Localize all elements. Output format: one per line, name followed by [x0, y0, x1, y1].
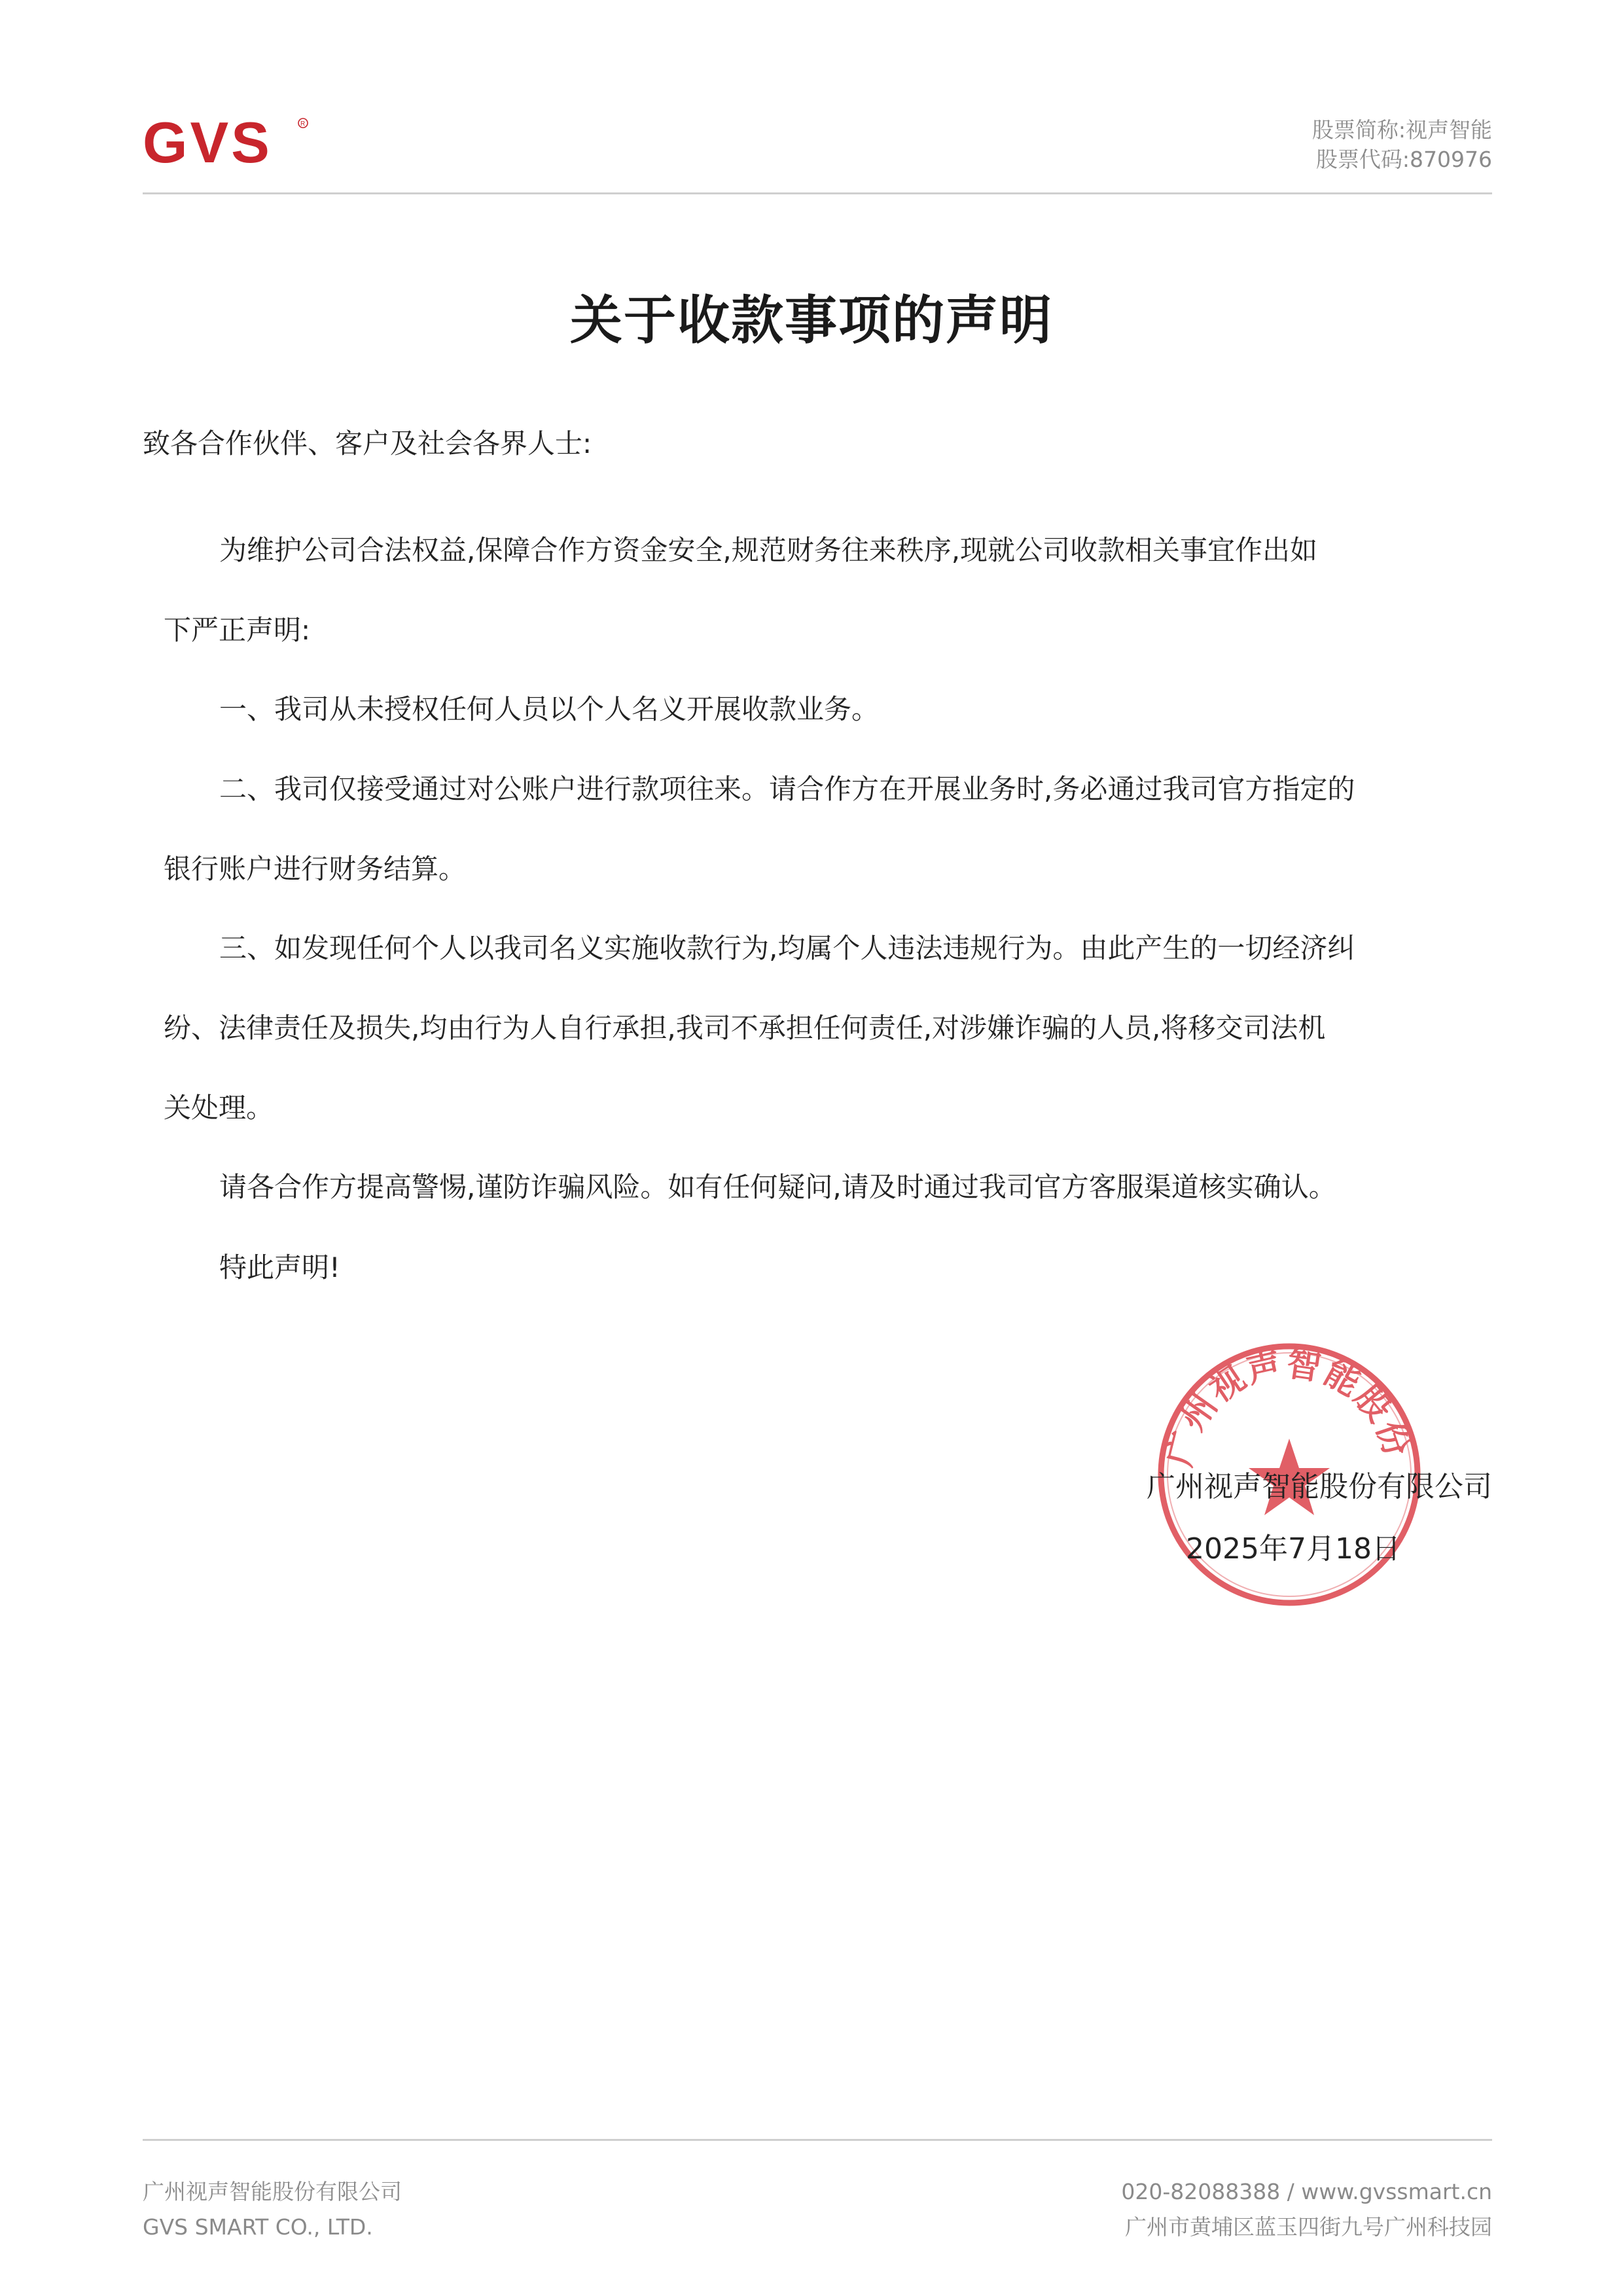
footer-company-en: GVS SMART CO., LTD.	[143, 2214, 373, 2240]
paragraph-closing	[164, 1228, 1479, 1308]
paragraph-line: 下严正声明:	[164, 614, 311, 646]
paragraph-line: 一、我司从未授权任何人员以个人名义开展收款业务。	[219, 693, 880, 725]
footer-company	[143, 2174, 402, 2245]
paragraph-line: 特此声明!	[219, 1251, 340, 1283]
seal-text: 广州视声智能股份	[1160, 1344, 1418, 1471]
paragraph-line: 纷、法律责任及损失,均由行为人自行承担,我司不承担任何责任,对涉嫌诈骗的人员,将移交司法机	[164, 1012, 1326, 1044]
logo-text: GVS	[143, 117, 272, 169]
paragraph-line: 三、如发现任何个人以我司名义实施收款行为,均属个人违法违规行为。由此产生的一切经济纠	[219, 932, 1355, 964]
footer-company-cn: 广州视声智能股份有限公司	[143, 2179, 402, 2204]
paragraph-line: 为维护公司合法权益,保障合作方资金安全,规范财务往来秩序,现就公司收款相关事宜作出如	[219, 534, 1318, 566]
paragraph-warning	[164, 1147, 1479, 1227]
paragraph-line: 关处理。	[164, 1092, 274, 1124]
svg-text:R: R	[300, 120, 306, 128]
footer-phone-website: 020-82088388 / www.gvssmart.cn	[1121, 2179, 1492, 2204]
paragraph-intro	[164, 511, 1479, 670]
stock-code: 股票代码:870976	[1315, 147, 1492, 172]
footer-divider	[143, 2139, 1492, 2141]
paragraph-item-2	[164, 749, 1479, 909]
stock-info	[1312, 115, 1492, 174]
paragraph-item-1	[164, 670, 1479, 749]
signature-date: 2025年7月18日	[1186, 1532, 1400, 1566]
salutation: 致各合作伙伴、客户及社会各界人士:	[143, 427, 592, 459]
footer-address: 广州市黄埔区蓝玉四街九号广州科技园	[1125, 2214, 1492, 2240]
paragraph-line: 请各合作方提高警惕,谨防诈骗风险。如有任何疑问,请及时通过我司官方客服渠道核实确认。	[219, 1171, 1336, 1203]
document-title: 关于收款事项的声明	[570, 290, 1053, 351]
paragraph-line: 银行账户进行财务结算。	[164, 853, 467, 885]
footer-contact	[1121, 2174, 1492, 2245]
header-divider	[143, 192, 1492, 194]
paragraph-item-3	[164, 908, 1479, 1148]
stock-abbreviation: 股票简称:视声智能	[1311, 117, 1492, 143]
gvs-logo	[143, 117, 313, 169]
signer-company: 广州视声智能股份有限公司	[1147, 1470, 1492, 1503]
paragraph-line: 二、我司仅接受通过对公账户进行款项往来。请合作方在开展业务时,务必通过我司官方指定的	[219, 773, 1355, 805]
